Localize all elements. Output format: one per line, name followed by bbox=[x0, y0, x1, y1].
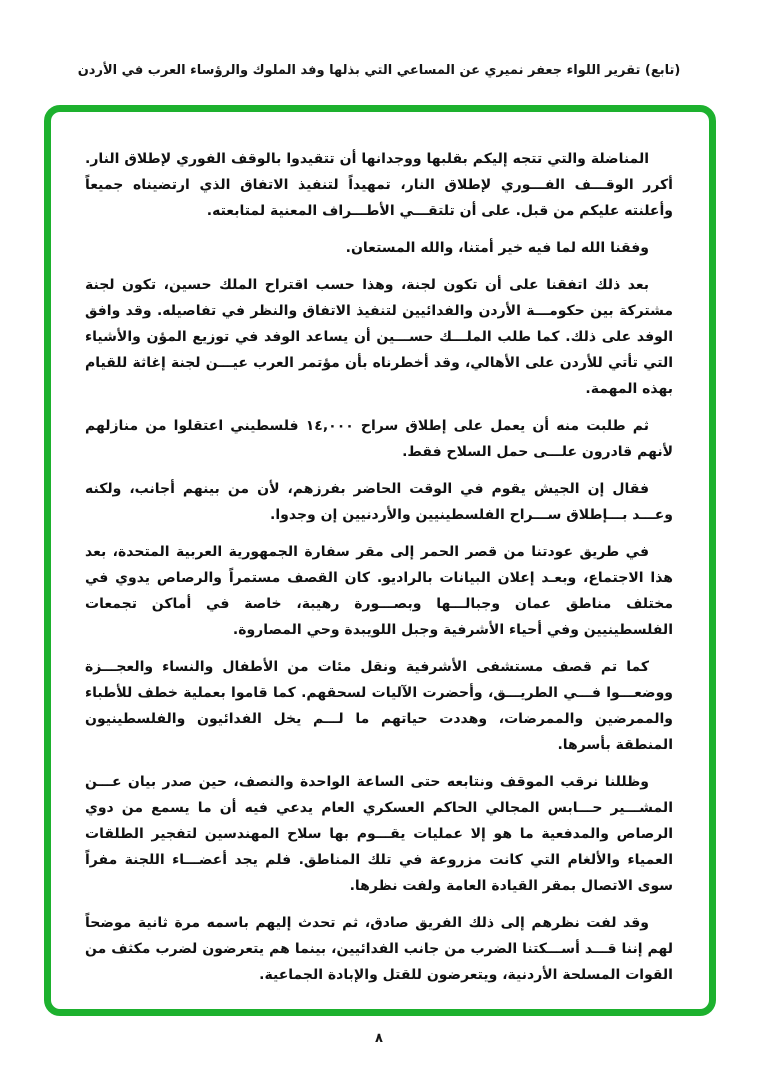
paragraph-3: بعد ذلك اتفقنا على أن تكون لجنة، وهذا حسب اقتراح الملك حسين، تكون لجنة مشتركة بين حكومـــة الأردن والفدائيين لتنفيذ الاتفاق والنظر في تفاصيله. وقد وافق الوفد على ذلك. كما طلب الملـــك حســـين أن يساعد الوفد في توزيع المؤن والأشياء التي تأتي للأردن على الأهالي، وقد أخطرناه بأن مؤتمر العرب عيـــن لجنة إغاثة للقيام بهذه المهمة. bbox=[85, 277, 673, 397]
page-header: (تابع) تقرير اللواء جعفر نميري عن المساعي التي بذلها وفد الملوك والرؤساء العرب في الأردن bbox=[77, 63, 681, 78]
paragraph-7: كما تم قصف مستشفى الأشرفية ونقل مئات من الأطفال والنساء والعجـــزة ووضعـــوا فـــي الطريـــق، وأحضرت الآليات لسحقهم. كما قاموا بعملية خطف للأطباء والممرضين والممرضات، وهددت حياتهم ما لـــم يخل الفدائيون والفلسطينيون المنطقة بأسرها. bbox=[85, 659, 673, 753]
paragraph-2: وفقنا الله لما فيه خير أمتنا، والله المستعان. bbox=[345, 240, 649, 256]
paragraph-9: وقد لفت نظرهم إلى ذلك الفريق صادق، ثم تحدث إليهم باسمه مرة ثانية موضحاً لهم إننا قـــد أســـكتنا الضرب من جانب الفدائيين، بينما هم يتعرضون لضرب مكثف من القوات المسلحة الأردنية، ويتعرضون للقتل والإبادة الجماعية. bbox=[85, 915, 673, 983]
paragraph-4: ثم طلبت منه أن يعمل على إطلاق سراح ١٤,٠٠٠ فلسطيني اعتقلوا من منازلهم لأنهم قادرون علـــى حمل السلاح فقط. bbox=[85, 418, 673, 460]
paragraph-6: في طريق عودتنا من قصر الحمر إلى مقر سفارة الجمهورية العربية المتحدة، بعد هذا الاجتماع، وبعـد إعلان البيانات بالراديو. كان القصف مستمراً والرصاص يدوي في مختلف مناطق عمان وجبالـــها وبصـــورة رهيبة، خاصة في أماكن تجمعات الفلسطينيين وفي أحياء الأشرفية وجبل اللويبدة وحي المصاروة. bbox=[85, 544, 673, 638]
paragraph-5: فقال إن الجيش يقوم في الوقت الحاضر بفرزهم، لأن من بينهم أجانب، ولكنه وعـــد بـــإطلاق ســـراح الفلسطينيين والأردنيين إن وجدوا. bbox=[85, 481, 673, 523]
document-body bbox=[85, 146, 673, 999]
page-number: ٨ bbox=[375, 1031, 383, 1046]
paragraph-8: وظللنا نرقب الموقف ونتابعه حتى الساعة الواحدة والنصف، حين صدر بيان عـــن المشـــير حـــابس المجالي الحاكم العسكري العام يدعي فيه أن ما يسمع من دوي الرصاص والمدفعية ما هو إلا عمليات يقـــوم بها سلاح المهندسين لتفجير الطلقات العمياء والألغام التي كانت مزروعة في تلك المناطق. فلم يجد أعضـــاء اللجنة مفراً سوى الاتصال بمقر القيادة العامة ولفت نظرها. bbox=[85, 774, 673, 894]
paragraph-1: المناضلة والتي تتجه إليكم بقلبها ووجدانها أن تتقيدوا بالوقف الفوري لإطلاق النار. أكرر الوقـــف الفـــوري لإطلاق النار، تمهيداً لتنفيذ الاتفاق الذي ارتضيناه جميعاً وأعلنته عليكم من قبل. على أن تلتقـــي الأطـــراف المعنية لمتابعته. bbox=[85, 151, 673, 219]
